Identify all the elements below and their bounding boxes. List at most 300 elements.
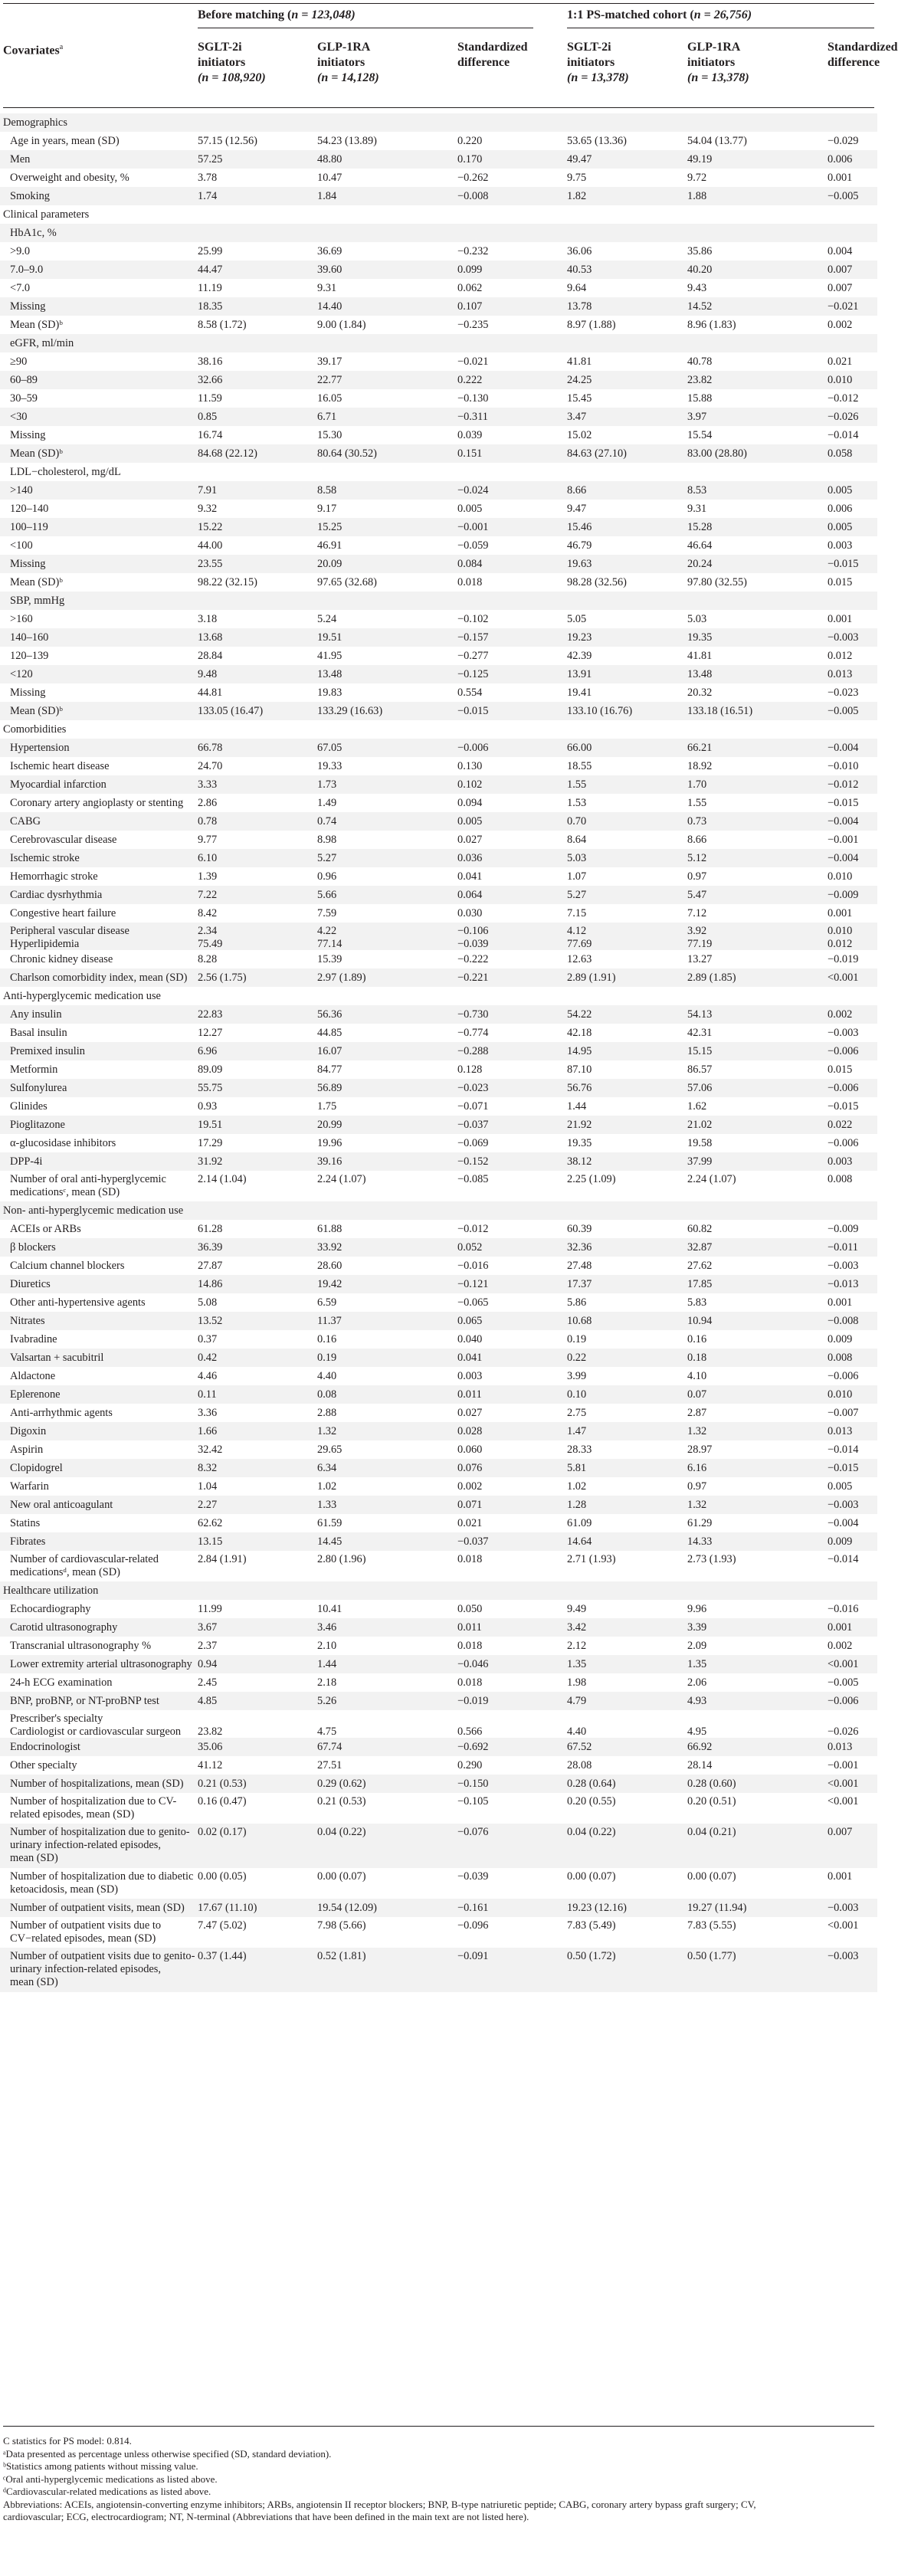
- table-cell: 31.92: [198, 1155, 223, 1168]
- table-cell: 1.55: [567, 778, 587, 791]
- table-cell: 49.47: [567, 153, 592, 166]
- table-cell: 98.22 (32.15): [198, 576, 257, 588]
- row-label: 7.0–9.0: [10, 264, 44, 276]
- table-row: [0, 1581, 877, 1600]
- table-cell: 1.28: [567, 1499, 587, 1511]
- table-cell: 0.099: [457, 264, 483, 276]
- table-cell: 0.022: [828, 1119, 853, 1131]
- header-sglt2i-before: SGLT-2i initiators (n = 108,920): [198, 41, 266, 84]
- table-cell: −0.004: [828, 815, 859, 828]
- table-cell: 0.19: [567, 1333, 587, 1345]
- row-label: Missing: [10, 687, 46, 699]
- table-cell: 0.00 (0.05): [198, 1870, 247, 1883]
- bottom-rule: [3, 2426, 874, 2427]
- table-cell: 19.54 (12.09): [317, 1902, 377, 1914]
- row-label: Number of outpatient visits due to CV−related episodes, mean (SD): [10, 1919, 162, 1945]
- table-cell: 44.47: [198, 264, 223, 276]
- table-cell: 28.33: [567, 1444, 592, 1456]
- row-label: Cardiac dysrhythmia: [10, 889, 103, 901]
- table-row: [0, 904, 877, 923]
- table-cell: −0.071: [457, 1100, 489, 1113]
- row-label: β blockers: [10, 1241, 56, 1254]
- table-cell: 0.73: [687, 815, 707, 828]
- table-cell: 0.002: [828, 1008, 853, 1021]
- table-cell: 19.42: [317, 1278, 342, 1290]
- table-cell: 0.050: [457, 1603, 483, 1615]
- table-cell: 57.06: [687, 1082, 713, 1094]
- table-cell: 0.222: [457, 374, 483, 386]
- table-cell: 35.86: [687, 245, 713, 257]
- table-row: [0, 408, 877, 426]
- table-cell: 9.47: [567, 503, 587, 515]
- table-cell: 15.15: [687, 1045, 713, 1057]
- table-cell: 0.002: [457, 1480, 483, 1493]
- row-label: <120: [10, 668, 33, 680]
- table-cell: 84.77: [317, 1064, 342, 1076]
- row-label: Fibrates: [10, 1535, 46, 1548]
- table-cell: 0.04 (0.22): [567, 1826, 616, 1838]
- table-row: [0, 1948, 877, 1992]
- table-cell: 8.66: [687, 834, 707, 846]
- row-label: >9.0: [10, 245, 31, 257]
- table-cell: −0.221: [457, 972, 489, 984]
- table-cell: 9.31: [687, 503, 707, 515]
- table-cell: 19.23 (12.16): [567, 1902, 627, 1914]
- table-cell: 6.59: [317, 1296, 337, 1309]
- table-row: [0, 1899, 877, 1917]
- table-cell: 56.36: [317, 1008, 342, 1021]
- table-cell: 10.47: [317, 172, 342, 184]
- row-label: Valsartan + sacubitril: [10, 1352, 104, 1364]
- table-row: [0, 739, 877, 757]
- table-cell: 61.88: [317, 1223, 342, 1235]
- table-cell: 0.001: [828, 1621, 853, 1634]
- table-cell: 5.27: [567, 889, 587, 901]
- table-cell: 0.00 (0.07): [317, 1870, 366, 1883]
- row-label: 30–59: [10, 392, 38, 405]
- table-row: [0, 1404, 877, 1422]
- table-cell: <0.001: [828, 972, 859, 984]
- table-row: [0, 831, 877, 849]
- table-cell: 39.16: [317, 1155, 342, 1168]
- table-row: [0, 1060, 877, 1079]
- row-label: ≥90: [10, 356, 28, 368]
- top-rule: [3, 3, 874, 4]
- table-cell: 0.018: [457, 1640, 483, 1652]
- table-cell: 0.040: [457, 1333, 483, 1345]
- table-cell: −0.003: [828, 1260, 859, 1272]
- table-cell: 20.32: [687, 687, 713, 699]
- table-cell: 133.10 (16.76): [567, 705, 633, 717]
- table-cell: 13.48: [317, 668, 342, 680]
- table-cell: 9.72: [687, 172, 707, 184]
- table-row: [0, 1551, 877, 1581]
- table-cell: 0.007: [828, 282, 853, 294]
- table-row: [0, 555, 877, 573]
- table-cell: 0.42: [198, 1352, 218, 1364]
- table-cell: −0.021: [457, 356, 489, 368]
- table-cell: 0.07: [687, 1388, 707, 1401]
- table-cell: 80.64 (30.52): [317, 447, 377, 460]
- table-cell: <0.001: [828, 1919, 859, 1932]
- table-cell: 0.013: [828, 668, 853, 680]
- table-cell: 1.04: [198, 1480, 218, 1493]
- row-label: Sulfonylurea: [10, 1082, 67, 1094]
- header-glp1ra-before: GLP-1RA initiators (n = 14,128): [317, 41, 379, 84]
- table-cell: 3.92 77.19: [687, 925, 713, 950]
- table-row: [0, 647, 877, 665]
- table-cell: −0.692: [457, 1741, 489, 1753]
- row-label: HbA1c, %: [10, 227, 57, 239]
- table-cell: 0.062: [457, 282, 483, 294]
- table-cell: 10.94: [687, 1315, 713, 1327]
- footnote: Abbreviations: ACEIs, angiotensin-converting enzyme inhibitors; ARBs, angiotensin II receptor blockers; BNP, B-type natriuretic peptide; CABG, coronary artery bypass graft surgery; CV,: [3, 2498, 756, 2510]
- table-cell: 46.79: [567, 539, 592, 552]
- table-row: [0, 1655, 877, 1673]
- table-cell: 0.97: [687, 1480, 707, 1493]
- table-cell: 0.74: [317, 815, 337, 828]
- footnote: ᵃData presented as percentage unless otherwise specified (SD, standard deviation).: [3, 2447, 332, 2460]
- row-label: <100: [10, 539, 33, 552]
- table-cell: −0.235: [457, 319, 489, 331]
- table-cell: −0.152: [457, 1155, 489, 1168]
- table-cell: 1.73: [317, 778, 337, 791]
- table-cell: −0.262: [457, 172, 489, 184]
- table-cell: 19.96: [317, 1137, 342, 1149]
- table-cell: 5.83: [687, 1296, 707, 1309]
- table-row: [0, 1275, 877, 1293]
- table-cell: 4.40: [317, 1370, 337, 1382]
- table-cell: 15.39: [317, 953, 342, 965]
- table-cell: 28.97: [687, 1444, 713, 1456]
- table-cell: 0.28 (0.60): [687, 1778, 736, 1790]
- table-cell: 16.07: [317, 1045, 342, 1057]
- table-cell: −0.311: [457, 411, 488, 423]
- table-cell: 8.64: [567, 834, 587, 846]
- footnote: cardiovascular; ECG, electrocardiogram; NT, N-terminal (Abbreviations that have been defined in the main text are not listed here).: [3, 2511, 529, 2522]
- table-cell: 2.88: [317, 1407, 337, 1419]
- table-cell: 15.54: [687, 429, 713, 441]
- table-cell: 61.59: [317, 1517, 342, 1529]
- table-cell: 66.00: [567, 742, 592, 754]
- row-label: Carotid ultrasonography: [10, 1621, 118, 1634]
- table-row: [0, 1775, 877, 1793]
- table-cell: 3.36: [198, 1407, 218, 1419]
- table-cell: 0.001: [828, 1296, 853, 1309]
- footnote: ᵈCardiovascular-related medications as listed above.: [3, 2486, 211, 2497]
- table-cell: 0.015: [828, 1064, 853, 1076]
- table-cell: −0.019: [457, 1695, 489, 1707]
- table-cell: 56.89: [317, 1082, 342, 1094]
- table-cell: 0.001: [828, 1870, 853, 1883]
- table-cell: −0.003: [828, 1499, 859, 1511]
- table-cell: 4.79: [567, 1695, 587, 1707]
- table-row: [0, 1477, 877, 1496]
- table-cell: 15.88: [687, 392, 713, 405]
- table-cell: −0.157: [457, 631, 489, 644]
- table-row: [0, 720, 877, 739]
- header-before-matching: Before matching (n = 123,048): [198, 8, 356, 21]
- table-cell: 54.22: [567, 1008, 592, 1021]
- table-cell: 0.37 (1.44): [198, 1950, 247, 1962]
- row-label: Congestive heart failure: [10, 907, 116, 919]
- table-row: [0, 1422, 877, 1440]
- table-cell: 5.24: [317, 613, 337, 625]
- table-cell: −0.232: [457, 245, 489, 257]
- table-cell: 2.25 (1.09): [567, 1173, 616, 1185]
- table-row: [0, 297, 877, 316]
- row-label: SBP, mmHg: [10, 595, 65, 607]
- table-row: [0, 867, 877, 886]
- table-cell: −0.015: [828, 797, 859, 809]
- table-cell: 13.27: [687, 953, 713, 965]
- footnote: ᵇStatistics among patients without missing value.: [3, 2460, 198, 2472]
- table-cell: −0.006: [457, 742, 489, 754]
- table-cell: −0.004: [828, 852, 859, 864]
- row-label: CABG: [10, 815, 41, 828]
- table-cell: 57.15 (12.56): [198, 135, 257, 147]
- table-cell: −0.013: [828, 1278, 859, 1290]
- table-cell: −0.121: [457, 1278, 489, 1290]
- table-cell: 1.88: [687, 190, 707, 202]
- table-cell: 14.64: [567, 1535, 592, 1548]
- table-cell: 0.039: [457, 429, 483, 441]
- table-cell: 0.554: [457, 687, 483, 699]
- table-cell: 0.93: [198, 1100, 218, 1113]
- table-cell: 33.92: [317, 1241, 342, 1254]
- table-cell: 0.22: [567, 1352, 587, 1364]
- table-cell: 6.10: [198, 852, 218, 864]
- row-label: Charlson comorbidity index, mean (SD): [10, 972, 188, 984]
- table-cell: 86.57: [687, 1064, 713, 1076]
- table-cell: 13.78: [567, 300, 592, 313]
- table-cell: 7.91: [198, 484, 218, 497]
- row-label: Ivabradine: [10, 1333, 57, 1345]
- row-label: Pioglitazone: [10, 1119, 65, 1131]
- row-label: Number of hospitalization due to genito- urinary infection-related episodes, mean (SD): [10, 1826, 190, 1864]
- table-row: [0, 1618, 877, 1637]
- table-cell: 0.220: [457, 135, 483, 147]
- table-cell: 17.29: [198, 1137, 223, 1149]
- table-cell: 27.62: [687, 1260, 713, 1272]
- table-cell: 10.68: [567, 1315, 592, 1327]
- table-cell: 12.63: [567, 953, 592, 965]
- table-cell: 16.74: [198, 429, 223, 441]
- table-cell: 0.005: [828, 521, 853, 533]
- table-cell: 0.028: [457, 1425, 483, 1437]
- row-label: Hemorrhagic stroke: [10, 870, 98, 883]
- table-cell: 5.08: [198, 1296, 218, 1309]
- table-cell: 0.084: [457, 558, 483, 570]
- table-cell: 0.00 (0.07): [687, 1870, 736, 1883]
- table-cell: 2.80 (1.96): [317, 1553, 366, 1565]
- table-cell: 0.006: [828, 153, 853, 166]
- table-cell: 7.22: [198, 889, 218, 901]
- table-cell: 1.49: [317, 797, 337, 809]
- table-cell: 9.48: [198, 668, 218, 680]
- table-cell: −0.065: [457, 1296, 489, 1309]
- row-label: BNP, proBNP, or NT-proBNP test: [10, 1695, 159, 1707]
- table-cell: −0.085: [457, 1173, 489, 1185]
- table-cell: 14.40: [317, 300, 342, 313]
- row-label: DPP-4i: [10, 1155, 43, 1168]
- table-cell: 4.95: [687, 1726, 707, 1738]
- table-row: [0, 1459, 877, 1477]
- table-row: [0, 812, 877, 831]
- table-cell: 0.002: [828, 1640, 853, 1652]
- table-cell: 18.55: [567, 760, 592, 772]
- table-cell: 3.42: [567, 1621, 587, 1634]
- table-row: [0, 132, 877, 150]
- footnote: ᶜOral anti-hyperglycemic medications as listed above.: [3, 2473, 218, 2485]
- table-row: [0, 205, 877, 224]
- header-std-diff-after: Standardized difference: [828, 41, 898, 69]
- table-row: [0, 610, 877, 628]
- table-cell: 0.85: [198, 411, 218, 423]
- table-row: [0, 1024, 877, 1042]
- table-row: [0, 279, 877, 297]
- table-row: [0, 113, 877, 132]
- row-label: Number of cardiovascular-related medicationsᵈ, mean (SD): [10, 1553, 159, 1578]
- table-cell: 23.82: [687, 374, 713, 386]
- table-cell: 40.53: [567, 264, 592, 276]
- table-cell: −0.037: [457, 1119, 489, 1131]
- table-cell: 21.92: [567, 1119, 592, 1131]
- row-label: >160: [10, 613, 33, 625]
- table-cell: 0.21 (0.53): [198, 1778, 247, 1790]
- table-row: [0, 849, 877, 867]
- table-cell: 5.47: [687, 889, 707, 901]
- table-cell: 84.63 (27.10): [567, 447, 627, 460]
- table-row: [0, 261, 877, 279]
- table-cell: 4.46: [198, 1370, 218, 1382]
- row-label: 100–119: [10, 521, 48, 533]
- table-cell: 0.170: [457, 153, 483, 166]
- table-row: [0, 1440, 877, 1459]
- row-label: Glinides: [10, 1100, 48, 1113]
- table-cell: 1.62: [687, 1100, 707, 1113]
- row-label: Missing: [10, 558, 46, 570]
- table-cell: 1.84: [317, 190, 337, 202]
- table-cell: 42.18: [567, 1027, 592, 1039]
- header-rule: [3, 107, 874, 108]
- table-row: [0, 1385, 877, 1404]
- row-label: Smoking: [10, 190, 50, 202]
- table-row: [0, 334, 877, 352]
- table-cell: 29.65: [317, 1444, 342, 1456]
- table-cell: 0.010: [828, 374, 853, 386]
- row-label: Aldactone: [10, 1370, 56, 1382]
- table-cell: 1.44: [567, 1100, 587, 1113]
- row-label: Statins: [10, 1517, 41, 1529]
- table-cell: 4.75: [317, 1726, 337, 1738]
- table-cell: 2.09: [687, 1640, 707, 1652]
- row-label: Anti-arrhythmic agents: [10, 1407, 113, 1419]
- table-cell: 3.46: [317, 1621, 337, 1634]
- table-cell: 32.66: [198, 374, 223, 386]
- table-cell: −0.015: [828, 1462, 859, 1474]
- table-cell: 0.094: [457, 797, 483, 809]
- table-cell: 42.39: [567, 650, 592, 662]
- table-cell: 46.64: [687, 539, 713, 552]
- table-cell: 15.30: [317, 429, 342, 441]
- table-row: [0, 1171, 877, 1201]
- table-cell: 8.96 (1.83): [687, 319, 736, 331]
- table-cell: 60.39: [567, 1223, 592, 1235]
- table-cell: 6.16: [687, 1462, 707, 1474]
- table-row: [0, 187, 877, 205]
- table-cell: 67.52: [567, 1741, 592, 1753]
- table-row: [0, 1824, 877, 1868]
- header-covariates: Covariates$^a$: [3, 43, 64, 57]
- table-cell: 9.96: [687, 1603, 707, 1615]
- table-cell: 0.018: [457, 1553, 483, 1565]
- table-cell: −0.016: [457, 1260, 489, 1272]
- row-label: Any insulin: [10, 1008, 62, 1021]
- table-cell: 11.59: [198, 392, 222, 405]
- row-label: Premixed insulin: [10, 1045, 85, 1057]
- row-label: Demographics: [3, 116, 67, 129]
- table-cell: 2.45: [198, 1676, 218, 1689]
- row-label: Myocardial infarction: [10, 778, 107, 791]
- table-cell: 0.78: [198, 815, 218, 828]
- table-row: [0, 683, 877, 702]
- table-cell: 2.71 (1.93): [567, 1553, 616, 1565]
- table-cell: 0.065: [457, 1315, 483, 1327]
- table-cell: 0.003: [457, 1370, 483, 1382]
- table-row: [0, 1042, 877, 1060]
- table-cell: 27.87: [198, 1260, 223, 1272]
- table-cell: 41.95: [317, 650, 342, 662]
- table-row: [0, 628, 877, 647]
- table-cell: 19.58: [687, 1137, 713, 1149]
- table-cell: 0.030: [457, 907, 483, 919]
- table-cell: −0.012: [828, 778, 859, 791]
- table-cell: 22.83: [198, 1008, 223, 1021]
- table-cell: 22.77: [317, 374, 342, 386]
- table-cell: 8.58: [317, 484, 337, 497]
- table-cell: 2.89 (1.91): [567, 972, 616, 984]
- table-cell: 0.16 (0.47): [198, 1795, 247, 1807]
- table-row: [0, 1293, 877, 1312]
- table-cell: 1.07: [567, 870, 587, 883]
- table-row: [0, 1637, 877, 1655]
- table-cell: 87.10: [567, 1064, 592, 1076]
- table-cell: 83.00 (28.80): [687, 447, 747, 460]
- table-cell: 1.32: [687, 1499, 707, 1511]
- table-cell: 8.58 (1.72): [198, 319, 247, 331]
- table-cell: 0.001: [828, 907, 853, 919]
- table-cell: 10.41: [317, 1603, 342, 1615]
- table-cell: −0.026: [828, 1726, 859, 1738]
- table-row: [0, 573, 877, 592]
- table-cell: 2.84 (1.91): [198, 1553, 247, 1565]
- table-cell: 28.60: [317, 1260, 342, 1272]
- table-cell: −0.001: [457, 521, 489, 533]
- table-cell: 40.20: [687, 264, 713, 276]
- table-cell: 0.10: [567, 1388, 587, 1401]
- table-cell: −0.001: [828, 1759, 859, 1771]
- row-label: Echocardiography: [10, 1603, 91, 1615]
- row-label: α-glucosidase inhibitors: [10, 1137, 116, 1149]
- table-cell: 14.86: [198, 1278, 223, 1290]
- table-cell: 14.95: [567, 1045, 592, 1057]
- table-cell: 1.55: [687, 797, 707, 809]
- table-cell: 13.52: [198, 1315, 223, 1327]
- table-row: [0, 1005, 877, 1024]
- table-cell: 60.82: [687, 1223, 713, 1235]
- table-cell: 4.93: [687, 1695, 707, 1707]
